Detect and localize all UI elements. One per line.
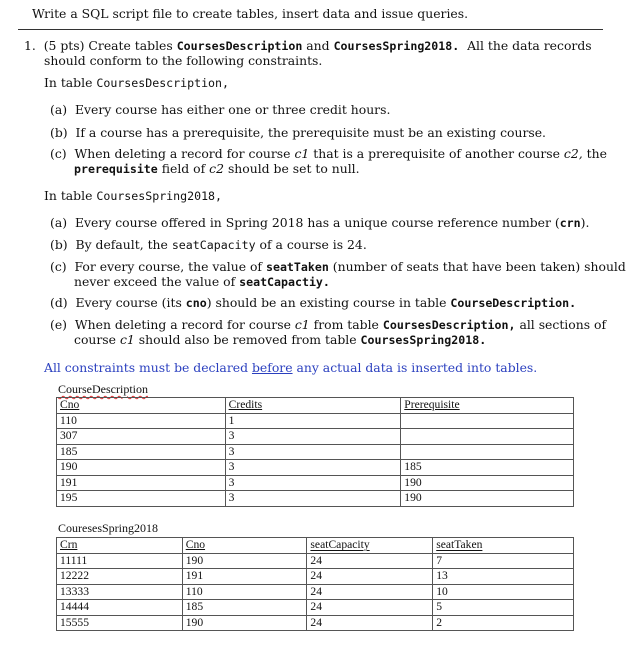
section2-item-c-line1 bbox=[50, 259, 626, 274]
section1-heading bbox=[44, 75, 229, 90]
table-row bbox=[57, 429, 574, 445]
table-cell: 24 bbox=[307, 569, 433, 585]
table-row bbox=[57, 444, 574, 460]
item-text: When deleting a record for course bbox=[74, 317, 291, 332]
item-text: Every course (its bbox=[75, 295, 182, 310]
item-table: CoursesSpring2018. bbox=[360, 333, 487, 347]
table-row bbox=[57, 584, 574, 600]
item-text: field of bbox=[161, 161, 206, 176]
constraints-note bbox=[44, 360, 537, 375]
question-rest: All the data records bbox=[467, 38, 592, 53]
courses-spring-table bbox=[56, 537, 574, 631]
note-pre: All constraints must be declared bbox=[44, 360, 249, 375]
course-description-table bbox=[56, 397, 574, 507]
table-row bbox=[57, 569, 574, 585]
section2-item-e-line1 bbox=[50, 317, 606, 332]
table-row bbox=[57, 460, 574, 476]
table-cell: 7 bbox=[433, 553, 574, 569]
table-cell: 191 bbox=[182, 569, 307, 585]
item-text: of a course is 24. bbox=[259, 237, 367, 252]
table-cell: 185 bbox=[401, 460, 574, 476]
table-row bbox=[57, 491, 574, 507]
table-cell: 1 bbox=[225, 413, 401, 429]
table-row bbox=[57, 413, 574, 429]
item-label: (d) bbox=[50, 295, 68, 310]
item-table: CoursesDescription, bbox=[382, 318, 516, 332]
table-cell: 11111 bbox=[57, 553, 183, 569]
table-cell: 190 bbox=[182, 615, 307, 631]
table-cell: 110 bbox=[182, 584, 307, 600]
section2-item-b bbox=[50, 237, 367, 252]
table-cell: 190 bbox=[57, 460, 226, 476]
table-cell: 3 bbox=[225, 460, 401, 476]
section1-item-b bbox=[50, 125, 546, 140]
table-name-1: CoursesDescription bbox=[176, 39, 303, 53]
table-cell: 190 bbox=[182, 553, 307, 569]
item-var: c1 bbox=[294, 146, 310, 161]
note-underlined: before bbox=[251, 360, 293, 375]
item-text: all sections of bbox=[519, 317, 607, 332]
table-header-cell: seatTaken bbox=[433, 538, 574, 554]
item-text: Every course offered in Spring 2018 has a unique course reference number ( bbox=[74, 215, 560, 230]
table-cell: 3 bbox=[225, 491, 401, 507]
item-field: seatTaken bbox=[265, 260, 329, 274]
item-text: from table bbox=[313, 317, 379, 332]
section2-heading-pre: In table bbox=[44, 188, 93, 203]
table-cell: 190 bbox=[401, 491, 574, 507]
item-field: cno bbox=[185, 296, 207, 310]
table-name-2: CoursesSpring2018. bbox=[333, 39, 460, 53]
table-cell: 24 bbox=[307, 584, 433, 600]
table-cell bbox=[401, 429, 574, 445]
intro-text: Write a SQL script file to create tables, insert data and issue queries. bbox=[32, 6, 469, 21]
item-text: (number of seats that have been taken) should bbox=[332, 259, 626, 274]
table-cell: 190 bbox=[401, 475, 574, 491]
item-text: Every course has either one or three credit hours. bbox=[74, 102, 391, 117]
table-header-row bbox=[57, 398, 574, 414]
table-row bbox=[57, 553, 574, 569]
table-cell: 13333 bbox=[57, 584, 183, 600]
table-row bbox=[57, 600, 574, 616]
item-text: that is a prerequisite of another course bbox=[313, 146, 560, 161]
table-cell: 195 bbox=[57, 491, 226, 507]
table1-title: CourseDescription bbox=[58, 382, 148, 396]
item-text: ) should be an existing course in table bbox=[206, 295, 447, 310]
table-header-row bbox=[57, 538, 574, 554]
section1-item-c-line1 bbox=[50, 146, 607, 161]
item-text: never exceed the value of bbox=[74, 274, 236, 289]
item-field: seatCapactiy. bbox=[239, 275, 330, 289]
section1-item-a bbox=[50, 102, 390, 117]
question-points: (5 pts) Create tables bbox=[43, 38, 173, 53]
question-number: 1. bbox=[24, 38, 36, 53]
table-cell: 2 bbox=[433, 615, 574, 631]
item-label: (e) bbox=[50, 317, 68, 332]
item-text: By default, the bbox=[75, 237, 168, 252]
table-cell: 3 bbox=[225, 429, 401, 445]
table-cell: 14444 bbox=[57, 600, 183, 616]
item-text: should be set to null. bbox=[227, 161, 360, 176]
table-row bbox=[57, 615, 574, 631]
item-text: When deleting a record for course bbox=[74, 146, 291, 161]
item-label: (b) bbox=[50, 237, 68, 252]
header-rule bbox=[18, 29, 603, 30]
table-header-cell: seatCapacity bbox=[307, 538, 433, 554]
table-cell: 24 bbox=[307, 553, 433, 569]
section2-item-d bbox=[50, 295, 576, 310]
table-cell: 3 bbox=[225, 444, 401, 460]
section2-item-c-line2 bbox=[74, 274, 330, 289]
table-cell: 24 bbox=[307, 600, 433, 616]
item-field: crn bbox=[559, 216, 581, 230]
table-cell: 3 bbox=[225, 475, 401, 491]
item-text: If a course has a prerequisite, the prerequisite must be an existing course. bbox=[75, 125, 546, 140]
section2-heading bbox=[44, 188, 222, 203]
table-cell: 191 bbox=[57, 475, 226, 491]
table-cell: 13 bbox=[433, 569, 574, 585]
table-header-cell: Credits bbox=[225, 398, 401, 414]
table-cell: 185 bbox=[57, 444, 226, 460]
question-1-line1 bbox=[24, 38, 592, 53]
table-cell: 5 bbox=[433, 600, 574, 616]
table-header-cell: Prerequisite bbox=[401, 398, 574, 414]
table-cell: 15555 bbox=[57, 615, 183, 631]
table-cell: 307 bbox=[57, 429, 226, 445]
item-field: seatCapacity bbox=[171, 238, 256, 252]
table-cell: 12222 bbox=[57, 569, 183, 585]
item-label: (a) bbox=[50, 102, 68, 117]
question-1-line2: should conform to the following constraints. bbox=[44, 53, 323, 68]
table2-title: CouresesSpring2018 bbox=[58, 521, 158, 535]
section2-heading-table: CoursesSpring2018, bbox=[96, 189, 223, 203]
item-text: For every course, the value of bbox=[74, 259, 263, 274]
item-text: ). bbox=[580, 215, 590, 230]
section1-item-c-line2 bbox=[74, 161, 360, 176]
item-text: course bbox=[74, 332, 116, 347]
item-text: the bbox=[586, 146, 607, 161]
table-header-cell: Cno bbox=[57, 398, 226, 414]
table-cell: 185 bbox=[182, 600, 307, 616]
item-label: (c) bbox=[50, 146, 67, 161]
section1-heading-pre: In table bbox=[44, 75, 93, 90]
item-label: (a) bbox=[50, 215, 68, 230]
section2-item-a bbox=[50, 215, 589, 230]
section1-heading-table: CoursesDescription, bbox=[96, 76, 229, 90]
item-table: CourseDescription. bbox=[450, 296, 577, 310]
item-label: (b) bbox=[50, 125, 68, 140]
note-post: any actual data is inserted into tables. bbox=[296, 360, 538, 375]
item-var: c1 bbox=[119, 332, 135, 347]
item-text: should also be removed from table bbox=[138, 332, 357, 347]
table-cell: 110 bbox=[57, 413, 226, 429]
table-cell: 24 bbox=[307, 615, 433, 631]
table-cell bbox=[401, 444, 574, 460]
section2-item-e-line2 bbox=[74, 332, 486, 347]
table-cell bbox=[401, 413, 574, 429]
and-text: and bbox=[306, 38, 330, 53]
table-header-cell: Crn bbox=[57, 538, 183, 554]
item-field: prerequisite bbox=[74, 162, 158, 176]
item-var: c2, bbox=[563, 146, 583, 161]
table-row bbox=[57, 475, 574, 491]
item-var: c1 bbox=[294, 317, 310, 332]
item-label: (c) bbox=[50, 259, 67, 274]
item-var: c2 bbox=[209, 161, 224, 176]
table-header-cell: Cno bbox=[182, 538, 307, 554]
table-cell: 10 bbox=[433, 584, 574, 600]
